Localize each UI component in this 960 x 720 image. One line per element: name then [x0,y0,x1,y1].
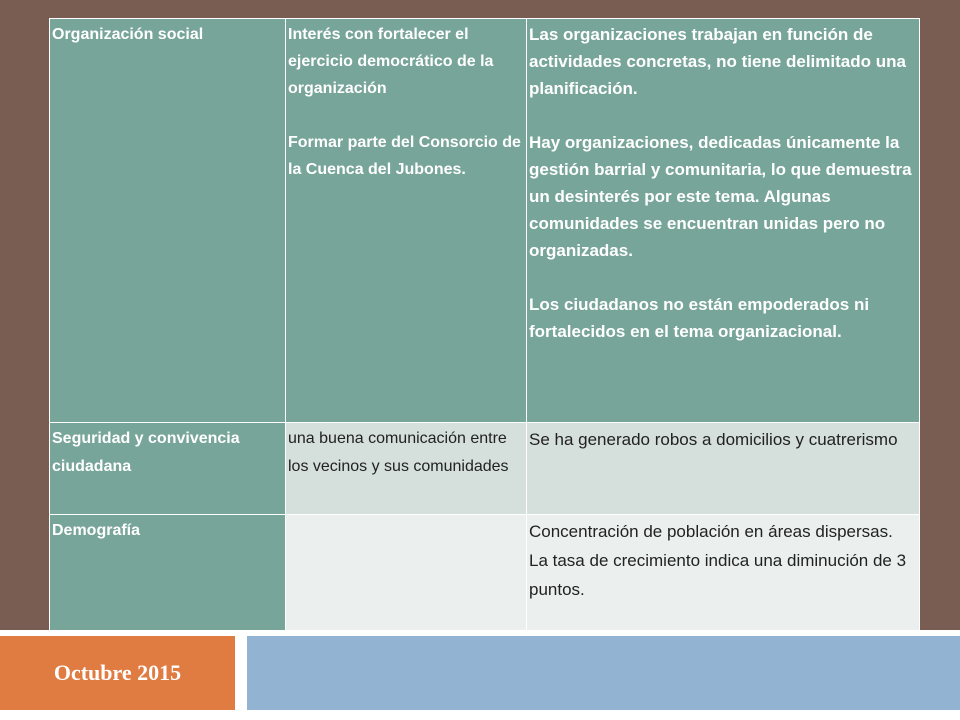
footer-date-text: Octubre 2015 [53,660,182,685]
table-row [50,19,920,423]
cell-paragraph: Concentración de población en áreas dispersas. [529,522,893,541]
row-label-demografia [50,515,286,631]
cell-text: Seguridad y convivencia ciudadana [52,430,240,475]
table-cell [527,19,920,423]
cell-text: una buena comunicación entre los vecinos y sus comunidades [288,430,509,475]
table-cell [286,423,527,515]
content-table [49,18,920,631]
table-cell [286,515,527,631]
table-cell [527,423,920,515]
cell-text: Organización social [52,26,204,43]
row-label-organizacion [50,19,286,423]
footer-bar [247,636,960,710]
table-cell [286,19,527,423]
footer-date [0,636,235,710]
cell-text: Demografía [52,522,141,539]
cell-paragraph: Formar parte del Consorcio de la Cuenca del Jubones. [288,134,521,178]
table-row [50,423,920,515]
cell-paragraph: Las organizaciones trabajan en función de actividades concretas, no tiene delimitado una planificación. [529,25,906,98]
cell-paragraph: Interés con fortalecer el ejercicio democrático de la organización [288,26,494,97]
cell-paragraph: Los ciudadanos no están empoderados ni fortalecidos en el tema organizacional. [529,295,870,341]
table-cell [527,515,920,631]
row-label-seguridad [50,423,286,515]
cell-paragraph: La tasa de crecimiento indica una diminución de 3 puntos. [529,551,907,599]
cell-paragraph: Hay organizaciones, dedicadas únicamente la gestión barrial y comunitaria, lo que demuestra un desinterés por este tema. Algunas comunidades se encuentran unidas pero no organizadas. [529,133,912,260]
cell-text: Se ha generado robos a domicilios y cuatrerismo [529,430,898,449]
table-row [50,515,920,631]
